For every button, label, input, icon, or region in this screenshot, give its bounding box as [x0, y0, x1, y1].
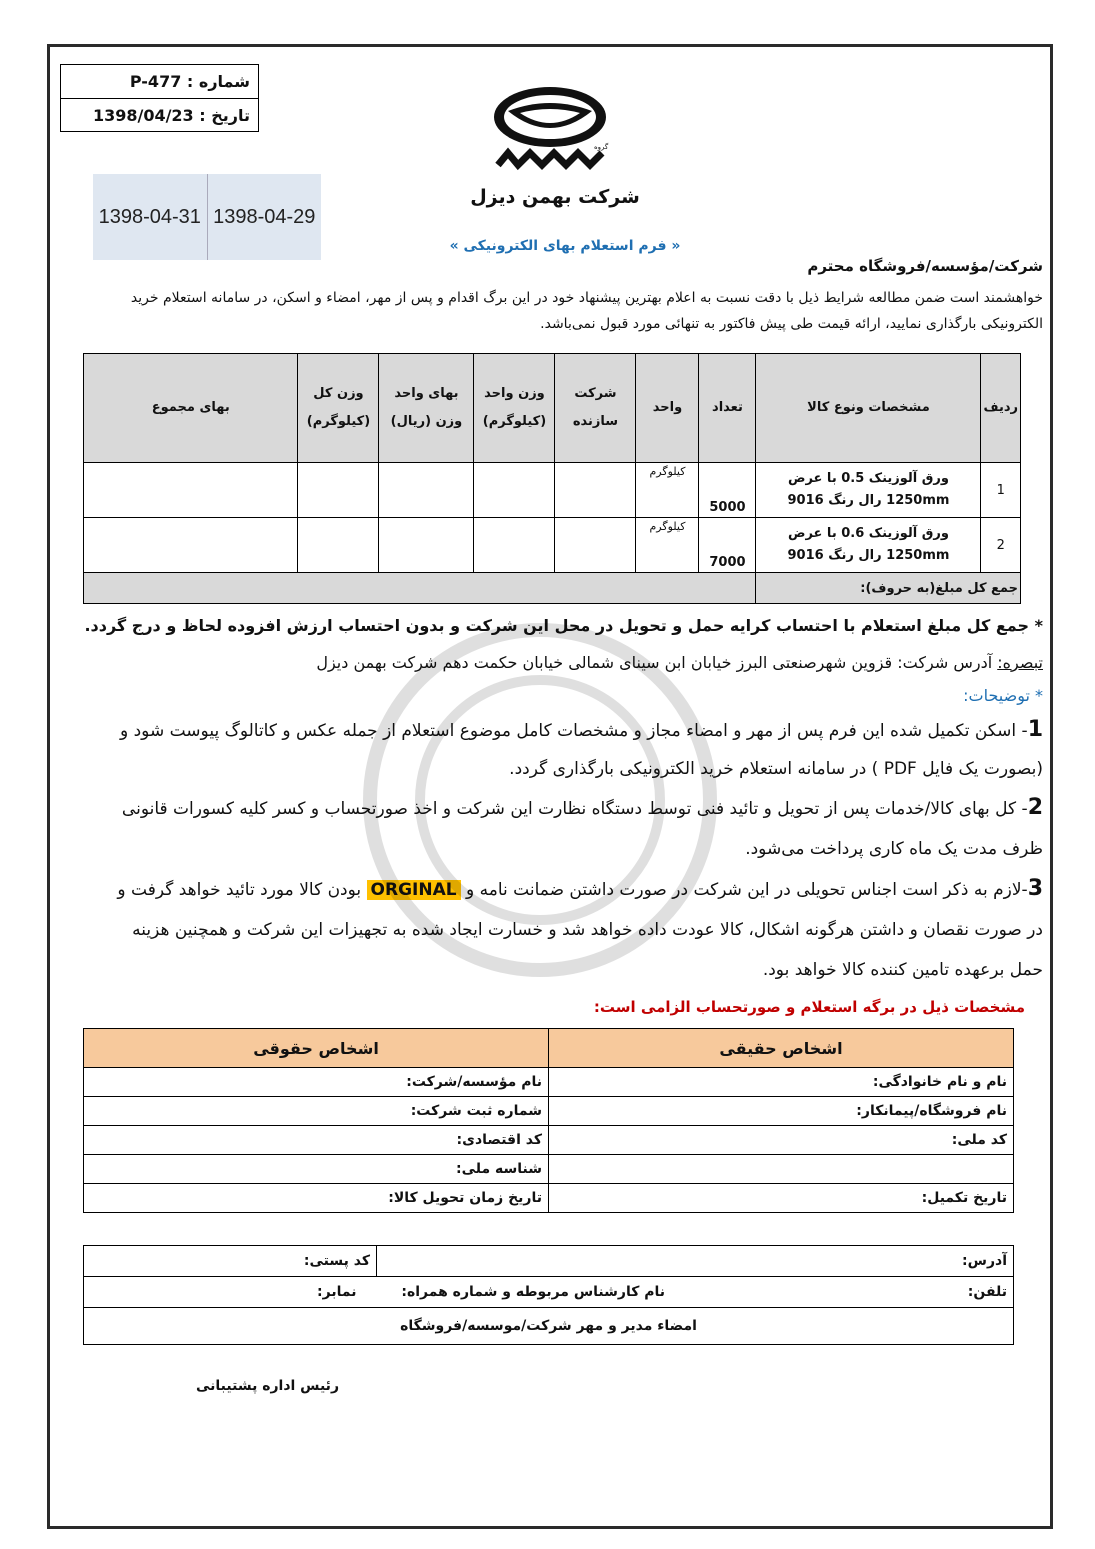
field-registration-number[interactable]: شماره ثبت شرکت:	[84, 1097, 549, 1126]
row-desc: ورق آلوزینک 0.5 با عرض 1250mm رال رنگ 9016	[756, 463, 981, 518]
registration-table	[83, 1028, 1014, 1213]
row-desc: ورق آلوزینک 0.6 با عرض 1250mm رال رنگ 9016	[756, 518, 981, 573]
item-1-line-2: (بصورت یک فایل PDF ) در سامانه استعلام خرید الکترونیکی بارگذاری گردد.	[509, 759, 1043, 779]
total-amount[interactable]	[84, 573, 756, 604]
original-badge: ORGINAL	[367, 880, 461, 900]
row-unit: کیلوگرم	[636, 463, 699, 518]
date-row	[61, 98, 258, 132]
field-store-name[interactable]: نام فروشگاه/پیمانکار:	[549, 1097, 1014, 1126]
field-delivery-date[interactable]: تاریخ زمان تحویل کالا:	[84, 1184, 549, 1213]
table-row	[84, 1277, 1014, 1308]
row-unit: کیلوگرم	[636, 518, 699, 573]
col-unit-weight: وزن واحد (کیلوگرم)	[474, 354, 555, 463]
total-row	[84, 573, 1021, 604]
table-row	[84, 1126, 1014, 1155]
registration-header	[84, 1029, 1014, 1068]
col-unit: واحد	[636, 354, 699, 463]
required-heading: مشخصات ذیل در برگه استعلام و صورتحساب الزامی است:	[593, 998, 1025, 1016]
table-row	[84, 1097, 1014, 1126]
deadline-box	[93, 174, 321, 260]
table-row	[84, 1308, 1014, 1345]
item-3-text-b: بودن کالا مورد تائید خواهد گرفت و	[117, 880, 367, 900]
reference-box	[60, 64, 259, 132]
row-unit-weight[interactable]	[474, 518, 555, 573]
deadline-end: 1398-04-31	[98, 205, 201, 228]
remark-label: تبصره:	[997, 653, 1043, 672]
row-maker[interactable]	[555, 463, 636, 518]
item-1-text: - اسکن تکمیل شده این فرم پس از مهر و امضاء مجاز و مشخصات کامل موضوع استعلام از جمله عکس و کاتالوگ پیوست شود و	[120, 721, 1028, 741]
item-3-line-3: حمل برعهده تامین کننده کالا خواهد بود.	[762, 960, 1043, 980]
col-maker: شرکت سازنده	[555, 354, 636, 463]
field-national-code[interactable]: کد ملی:	[549, 1126, 1014, 1155]
item-1-number: 1	[1027, 717, 1043, 742]
table-row	[84, 518, 1021, 573]
intro-line-2: الکترونیکی بارگذاری نمایید، ارائه قیمت طی پیش فاکتور به تنهائی مورد قبول نمی‌باشد.	[540, 316, 1043, 332]
item-2-line-2: ظرف مدت یک ماه کاری پرداخت می‌شود.	[745, 839, 1043, 859]
table-row	[84, 1068, 1014, 1097]
row-total-price[interactable]	[84, 463, 298, 518]
number-row	[61, 65, 258, 98]
date-label: تاریخ :	[199, 106, 250, 125]
item-1-line-1	[120, 716, 1043, 745]
items-header-row	[84, 354, 1021, 463]
number-value: P-477	[129, 72, 182, 91]
legal-persons-header: اشخاص حقوقی	[84, 1029, 549, 1068]
items-table	[83, 353, 1021, 604]
col-index: ردیف	[981, 354, 1021, 463]
col-qty: تعداد	[699, 354, 756, 463]
remark	[316, 649, 1043, 677]
table-row	[84, 1246, 1014, 1277]
note-1: * جمع کل مبلغ استعلام با احتساب کرایه حمل و تحویل در محل این شرکت و بدون احتساب ارزش افزوده لحاظ و درج گردد.	[84, 616, 1043, 635]
intro-line-1: خواهشمند است ضمن مطالعه شرایط ذیل با دقت نسبت به اعلام بهترین پیشنهاد خود در این برگ اقدام و پس از مهر، امضاء و اسکن، در سامانه استعلام خرید	[130, 290, 1043, 306]
field-empty[interactable]	[549, 1155, 1014, 1184]
field-economic-code[interactable]: کد اقتصادی:	[84, 1126, 549, 1155]
greeting: شرکت/مؤسسه/فروشگاه محترم	[807, 257, 1043, 275]
item-3-line-1	[117, 875, 1043, 904]
row-unit-weight[interactable]	[474, 463, 555, 518]
col-total-price: بهای مجموع	[84, 354, 298, 463]
row-total-weight[interactable]	[298, 518, 379, 573]
item-3-line-2: در صورت نقصان و داشتن هرگونه اشکال، کالا عودت داده خواهد شد و خسارت ایجاد شده به تجهیزات این شرکت و همچنین هزینه	[132, 920, 1043, 940]
company-name: شرکت بهمن دیزل	[470, 186, 640, 208]
field-completion-date[interactable]: تاریخ تکمیل:	[549, 1184, 1014, 1213]
item-2-text: - کل بهای کالا/خدمات پس از تحویل و تائید فنی توسط دستگاه نظارت این شرکت و اخذ صورتحساب و کسر کلیه کسورات قانونی	[121, 799, 1028, 819]
field-postal-code[interactable]: کد پستی:	[84, 1246, 377, 1277]
field-address[interactable]: آدرس:	[377, 1246, 1014, 1277]
svg-text:گروه: گروه	[594, 143, 609, 151]
form-title: « فرم استعلام بهای الکترونیکی »	[449, 238, 681, 254]
row-qty: 7000	[699, 518, 756, 573]
row-unit-price[interactable]	[379, 463, 474, 518]
row-total-price[interactable]	[84, 518, 298, 573]
support-head: رئیس اداره پشتیبانی	[196, 1378, 340, 1394]
field-fax[interactable]: نمابر:	[84, 1277, 377, 1308]
field-national-id[interactable]: شناسه ملی:	[84, 1155, 549, 1184]
deadline-start: 1398-04-29	[207, 174, 322, 260]
row-unit-price[interactable]	[379, 518, 474, 573]
field-phone[interactable]: تلفن:	[671, 1277, 1014, 1308]
row-index: 2	[981, 518, 1021, 573]
total-label: جمع کل مبلغ(به حروف):	[756, 573, 1021, 604]
item-2-number: 2	[1027, 795, 1043, 820]
number-label: شماره :	[186, 72, 250, 91]
remark-text: آدرس شرکت: قزوین شهرصنعتی البرز خیابان ابن سینای شمالی خیابان حکمت دهم شرکت بهمن دیزل	[316, 653, 998, 672]
item-3-number: 3	[1027, 876, 1043, 901]
col-total-weight: وزن کل (کیلوگرم)	[298, 354, 379, 463]
row-maker[interactable]	[555, 518, 636, 573]
field-full-name[interactable]: نام و نام خانوادگی:	[549, 1068, 1014, 1097]
item-2-line-1	[122, 794, 1043, 823]
item-3-text-a: -لازم به ذکر است اجناس تحویلی در این شرکت در صورت داشتن ضمانت نامه و	[460, 880, 1028, 900]
explanations-label: * توضیحات:	[963, 686, 1043, 705]
real-persons-header: اشخاص حقیقی	[549, 1029, 1014, 1068]
table-row	[84, 463, 1021, 518]
col-desc: مشخصات ونوع کالا	[756, 354, 981, 463]
intro-paragraph	[60, 285, 1043, 337]
field-company-name[interactable]: نام مؤسسه/شرکت:	[84, 1068, 549, 1097]
row-qty: 5000	[699, 463, 756, 518]
table-row	[84, 1155, 1014, 1184]
row-index: 1	[981, 463, 1021, 518]
signature-field[interactable]: امضاء مدیر و مهر شرکت/موسسه/فروشگاه	[84, 1308, 1014, 1345]
bahman-logo-icon	[490, 85, 610, 195]
field-expert[interactable]: نام کارشناس مربوطه و شماره همراه:	[377, 1277, 672, 1308]
row-total-weight[interactable]	[298, 463, 379, 518]
table-row	[84, 1184, 1014, 1213]
date-value: 1398/04/23	[92, 106, 194, 125]
address-table	[83, 1245, 1014, 1345]
col-unit-price: بهای واحد وزن (ریال)	[379, 354, 474, 463]
